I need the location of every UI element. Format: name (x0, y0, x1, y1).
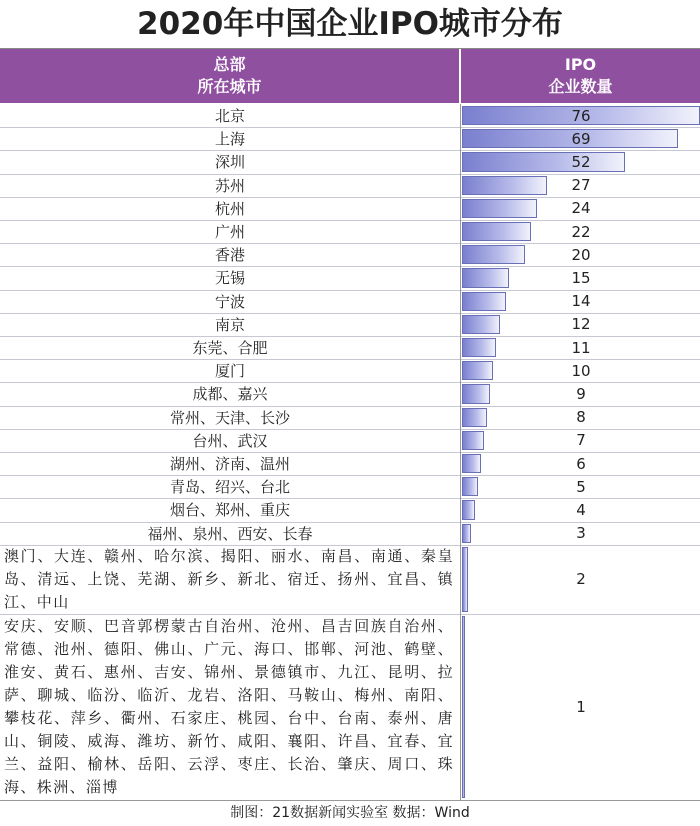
header-count (461, 49, 700, 103)
table-row (0, 406, 700, 430)
value-label: 9 (576, 384, 586, 403)
table-row (0, 522, 700, 546)
table-row (0, 382, 700, 406)
value-label: 52 (571, 152, 591, 171)
city-cell: 澳门、大连、赣州、哈尔滨、揭阳、丽水、南昌、南通、秦皇岛、清远、上饶、芜湖、新乡、新北、宿迁、扬州、宜昌、镇江、中山 (0, 545, 461, 614)
header-count-line1: IPO (564, 55, 597, 74)
value-label: 5 (576, 477, 586, 496)
table-row (0, 452, 700, 476)
city-cell: 深圳 (0, 150, 461, 173)
city-cell: 烟台、郑州、重庆 (0, 498, 461, 521)
table-row (0, 290, 700, 314)
city-cell: 厦门 (0, 359, 461, 382)
city-cell: 香港 (0, 243, 461, 266)
value-label: 4 (576, 500, 586, 519)
header-city-line1: 总部 (213, 55, 246, 74)
table-row (0, 336, 700, 360)
header-count-line2: 企业数量 (548, 77, 613, 96)
value-label: 2 (576, 570, 586, 589)
value-label: 24 (571, 199, 591, 218)
city-cell: 湖州、济南、温州 (0, 452, 461, 475)
value-label: 6 (576, 454, 586, 473)
value-label: 10 (571, 361, 591, 380)
table-row (0, 243, 700, 267)
city-cell: 上海 (0, 127, 461, 150)
city-cell: 成都、嘉兴 (0, 382, 461, 405)
value-label: 11 (571, 338, 591, 357)
value-label: 12 (571, 315, 591, 334)
city-cell: 东莞、合肥 (0, 336, 461, 359)
value-label: 22 (571, 222, 591, 241)
chart-title: 2020年中国企业IPO城市分布 (0, 0, 700, 49)
value-label: 7 (576, 431, 586, 450)
table-row (0, 174, 700, 198)
city-cell: 常州、天津、长沙 (0, 406, 461, 429)
city-cell: 青岛、绍兴、台北 (0, 475, 461, 498)
table-row (0, 545, 700, 615)
city-cell: 广州 (0, 220, 461, 243)
city-cell: 台州、武汉 (0, 429, 461, 452)
value-label: 8 (576, 408, 586, 427)
header-city (0, 49, 461, 103)
city-cell: 南京 (0, 313, 461, 336)
table-row (0, 475, 700, 499)
value-label: 76 (571, 106, 591, 125)
value-label: 27 (571, 176, 591, 195)
table-row (0, 614, 700, 801)
table-row (0, 498, 700, 522)
value-label: 20 (571, 245, 591, 264)
header-city-line2: 所在城市 (197, 77, 262, 96)
value-label: 1 (576, 697, 586, 716)
table-row (0, 127, 700, 151)
city-cell: 安庆、安顺、巴音郭楞蒙古自治州、沧州、昌吉回族自治州、常德、池州、德阳、佛山、广元、海口、邯郸、河池、鹤壁、淮安、黄石、惠州、吉安、锦州、景德镇市、九江、昆明、拉萨、聊城、临汾、临沂、龙岩、洛阳、马鞍山、梅州、南阳、攀枝花、萍乡、衢州、石家庄、桃园、台中、台南、泰州、唐山、铜陵、威海、潍坊、新竹、咸阳、襄阳、许昌、宜春、宜兰、益阳、榆林、岳阳、云浮、枣庄、长治、肇庆、周口、珠海、株洲、淄博 (0, 614, 461, 800)
source-footer: 制图：21数据新闻实验室 数据：Wind (0, 800, 700, 826)
value-label: 14 (571, 292, 591, 311)
table-row (0, 266, 700, 290)
table-row (0, 197, 700, 221)
city-cell: 福州、泉州、西安、长春 (0, 522, 461, 545)
table-row (0, 313, 700, 337)
table-row (0, 220, 700, 244)
city-cell: 无锡 (0, 266, 461, 289)
table-row (0, 104, 700, 128)
city-cell: 北京 (0, 104, 461, 127)
city-cell: 苏州 (0, 174, 461, 197)
table-row (0, 150, 700, 174)
table-row (0, 359, 700, 383)
table-row (0, 429, 700, 453)
value-label: 3 (576, 524, 586, 543)
city-cell: 宁波 (0, 290, 461, 313)
value-label: 15 (571, 268, 591, 287)
city-cell: 杭州 (0, 197, 461, 220)
value-label: 69 (571, 129, 591, 148)
